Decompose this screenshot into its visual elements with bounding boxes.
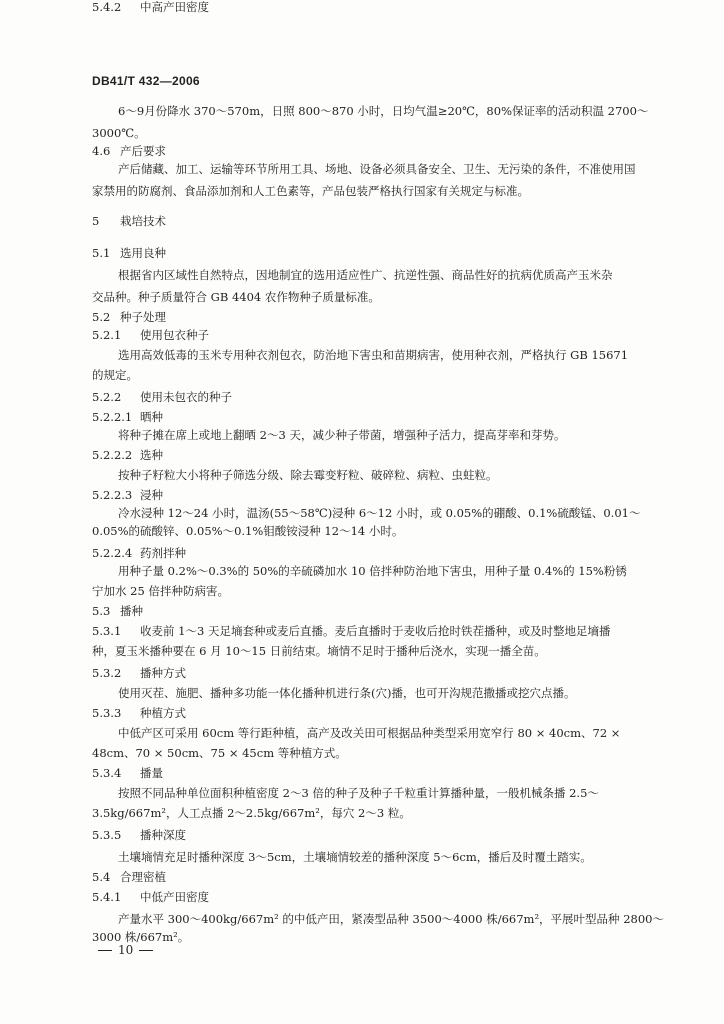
section-title: 浸种 bbox=[140, 488, 163, 502]
paragraph-continuation: 家禁用的防腐剂、食品添加剂和人工色素等，产品包装严格执行国家有关规定与标准。 bbox=[92, 184, 529, 198]
section-heading bbox=[92, 390, 232, 404]
section-heading bbox=[92, 828, 186, 842]
paragraph-line: 中低产区可采用 60cm 等行距种植，高产及改关田可根据品种类型采用宽窄行 80 × 40cm、72 × bbox=[118, 726, 621, 740]
paragraph-line: 根据省内区域性自然特点，因地制宜的选用适应性广、抗逆性强、商品性好的抗病优质高产玉米杂 bbox=[118, 268, 613, 282]
section-heading bbox=[92, 870, 166, 884]
section-number: 5.4.1 bbox=[92, 890, 122, 904]
section-number: 5.4 bbox=[92, 870, 111, 884]
paragraph-continuation: 种，夏玉米播种要在 6 月 10～15 日前结束。墒情不足时于播种后浇水，实现一播全苗。 bbox=[92, 644, 546, 658]
section-heading bbox=[92, 624, 610, 638]
section-heading bbox=[92, 328, 209, 342]
section-title: 播种 bbox=[120, 604, 143, 618]
section-title: 晒种 bbox=[140, 410, 163, 424]
section-number: 5.3.2 bbox=[92, 666, 122, 680]
section-heading bbox=[92, 666, 186, 680]
section-title: 中高产田密度 bbox=[140, 0, 209, 14]
section-heading bbox=[92, 766, 163, 780]
footer-dash-right bbox=[139, 950, 153, 951]
section-number: 5.3 bbox=[92, 604, 111, 618]
section-number: 5.4.2 bbox=[92, 0, 122, 14]
paragraph-line: 按照不同品种单位面积种植密度 2～3 倍的种子及种子千粒重计算播种量，一般机械条播 2.5～ bbox=[118, 786, 599, 800]
section-title: 药剂拌种 bbox=[140, 546, 186, 560]
paragraph-line: 土壤墒情充足时播种深度 3～5cm，土壤墒情较差的播种深度 5～6cm，播后及时覆土踏实。 bbox=[118, 850, 592, 864]
section-title: 播种方式 bbox=[140, 666, 186, 680]
paragraph-line: 将种子摊在席上或地上翻晒 2～3 天，减少种子带菌，增强种子活力，提高芽率和芽势。 bbox=[118, 428, 566, 442]
paragraph-continuation: 3000℃。 bbox=[92, 126, 146, 140]
paragraph-line: 使用灭茬、施肥、播种多功能一体化播种机进行条(穴)播，也可开沟规范撒播或挖穴点播。 bbox=[118, 686, 576, 700]
paragraph-continuation: 交品种。种子质量符合 GB 4404 农作物种子质量标准。 bbox=[92, 290, 380, 304]
section-title: 收麦前 1～3 天足墒套种或麦后直播。麦后直播时于麦收后抢时铁茬播种，或及时整地足墒播 bbox=[140, 624, 611, 638]
section-heading bbox=[92, 488, 163, 502]
section-title: 播量 bbox=[140, 766, 163, 780]
section-title: 使用未包衣的种子 bbox=[140, 390, 232, 404]
page-footer bbox=[92, 943, 159, 957]
section-number: 5.2.2.1 bbox=[92, 410, 133, 424]
footer-dash-left bbox=[98, 950, 112, 951]
paragraph-line: 6～9月份降水 370～570m，日照 800～870 小时，日均气温≥20℃，80%保证率的活动积温 2700～ bbox=[118, 104, 649, 118]
paragraph-line: 按种子籽粒大小将种子筛选分级、除去霉变籽粒、破碎粒、病粒、虫蛀粒。 bbox=[118, 468, 498, 482]
section-title: 栽培技术 bbox=[120, 214, 166, 228]
paragraph-continuation: 0.05%的硫酸锌、0.05%～0.1%钼酸铵浸种 12～14 小时。 bbox=[92, 524, 404, 538]
paragraph-continuation: 3.5kg/667m²，人工点播 2～2.5kg/667m²，每穴 2～3 粒。 bbox=[92, 806, 411, 820]
paragraph-line: 选用高效低毒的玉米专用种衣剂包衣，防治地下害虫和苗期病害，使用种衣剂，严格执行 GB 15671 bbox=[118, 348, 629, 362]
paragraph-continuation: 3000 株/667m²。 bbox=[92, 930, 190, 944]
paragraph-continuation: 的规定。 bbox=[92, 368, 138, 382]
section-title: 种植方式 bbox=[140, 706, 186, 720]
section-heading bbox=[92, 214, 166, 228]
section-heading bbox=[92, 604, 143, 618]
section-number: 5.2.2.3 bbox=[92, 488, 133, 502]
section-heading bbox=[92, 246, 166, 260]
section-heading bbox=[92, 0, 209, 14]
paragraph-line: 冷水浸种 12～24 小时，温汤(55～58℃)浸种 6～12 小时，或 0.05%的硼酸、0.1%硫酸锰、0.01～ bbox=[118, 506, 641, 520]
section-number: 5.1 bbox=[92, 246, 111, 260]
section-title: 种子处理 bbox=[120, 310, 166, 324]
paragraph-line: 产量水平 300～400kg/667m² 的中低产田，紧凑型品种 3500～4000 株/667m²，平展叶型品种 2800～ bbox=[118, 912, 664, 926]
section-number: 5.3.1 bbox=[92, 624, 122, 638]
section-number: 5.2.2 bbox=[92, 390, 122, 404]
section-title: 选种 bbox=[140, 448, 163, 462]
section-number: 5.2 bbox=[92, 310, 111, 324]
section-title: 播种深度 bbox=[140, 828, 186, 842]
section-number: 5.2.2.2 bbox=[92, 448, 133, 462]
section-heading bbox=[92, 410, 163, 424]
section-heading bbox=[92, 310, 166, 324]
section-number: 5.3.5 bbox=[92, 828, 122, 842]
paragraph-continuation: 宁加水 25 倍拌种防病害。 bbox=[92, 584, 229, 598]
section-title: 产后要求 bbox=[120, 144, 166, 158]
paragraph-line: 用种子量 0.2%～0.3%的 50%的辛硫磷加水 10 倍拌种防治地下害虫，用种子量 0.4%的 15%粉锈 bbox=[118, 564, 627, 578]
section-title: 选用良种 bbox=[120, 246, 166, 260]
document-header: DB41/T 432—2006 bbox=[92, 74, 200, 88]
section-heading bbox=[92, 546, 186, 560]
section-heading bbox=[92, 144, 166, 158]
section-number: 5.2.2.4 bbox=[92, 546, 133, 560]
section-number: 5.3.3 bbox=[92, 706, 122, 720]
section-heading bbox=[92, 890, 209, 904]
section-number: 5.2.1 bbox=[92, 328, 122, 342]
page-number: 10 bbox=[118, 943, 134, 957]
section-number: 5 bbox=[92, 214, 100, 228]
section-heading bbox=[92, 448, 163, 462]
paragraph-continuation: 48cm、70 × 50cm、75 × 45cm 等种植方式。 bbox=[92, 746, 347, 760]
section-number: 4.6 bbox=[92, 144, 111, 158]
section-title: 中低产田密度 bbox=[140, 890, 209, 904]
paragraph-line: 产后储藏、加工、运输等环节所用工具、场地、设备必须具备安全、卫生、无污染的条件，不准使用国 bbox=[118, 162, 636, 176]
section-title: 合理密植 bbox=[120, 870, 166, 884]
section-number: 5.3.4 bbox=[92, 766, 122, 780]
section-title: 使用包衣种子 bbox=[140, 328, 209, 342]
section-heading bbox=[92, 706, 186, 720]
